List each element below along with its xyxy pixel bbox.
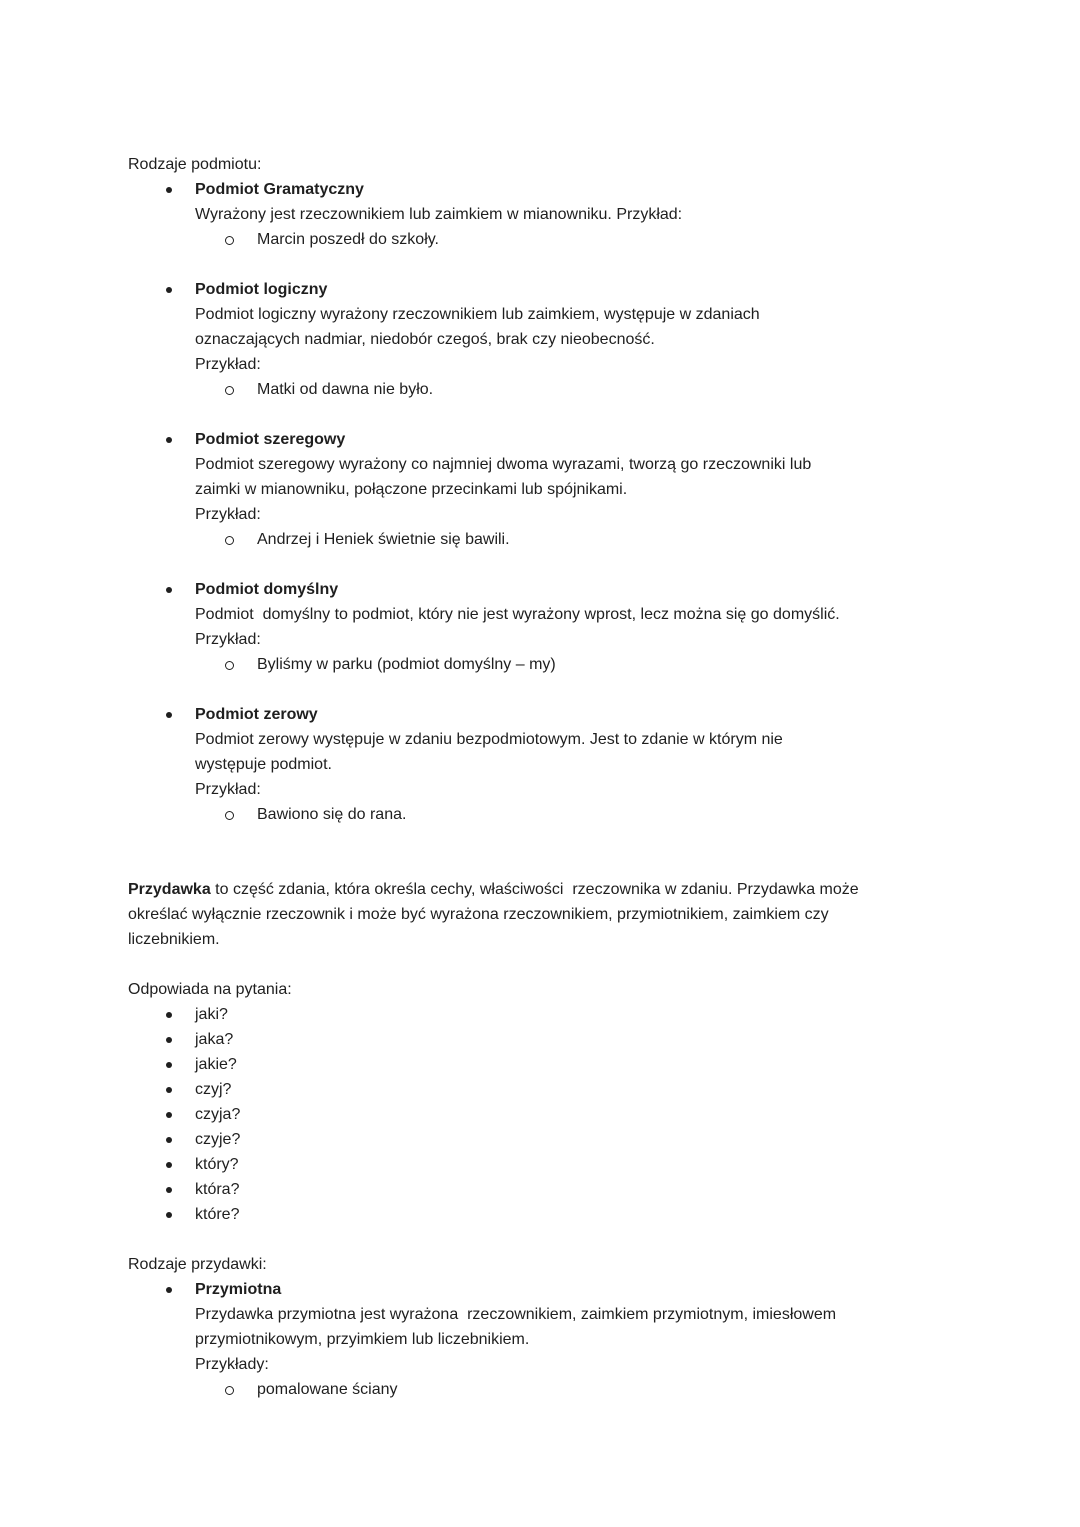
circle-bullet-icon xyxy=(225,386,234,395)
question-text: czyj? xyxy=(195,1081,232,1098)
example-text: Byliśmy w parku (podmiot domyślny – my) xyxy=(257,656,556,673)
bullet-icon xyxy=(166,587,172,593)
doc-heading-line xyxy=(128,977,968,1002)
term-body-text: Podmiot zerowy występuje w zdaniu bezpodmiotowym. Jest to zdanie w którym nie xyxy=(195,731,783,748)
term-body-line xyxy=(128,452,968,477)
bullet-icon xyxy=(166,187,172,193)
section-bullets-8 xyxy=(128,1002,968,1227)
term-body-text: Przydawka przymiotna jest wyrażona rzeczownikiem, zaimkiem przymiotnym, imiesłowem xyxy=(195,1306,837,1323)
term-body-line xyxy=(128,1302,968,1327)
section-term-1 xyxy=(128,177,968,252)
term-title: Podmiot logiczny xyxy=(195,281,328,298)
term-title-row xyxy=(128,277,968,302)
term-body-line xyxy=(128,727,968,752)
section-term-2 xyxy=(128,277,968,402)
example-row xyxy=(128,227,968,252)
question-bullet-row xyxy=(128,1202,968,1227)
paragraph-text: to część zdania, która określa cechy, właściwości rzeczownika w zdaniu. Przydawka może xyxy=(210,881,859,898)
term-body-text: oznaczających nadmiar, niedobór czegoś, brak czy nieobecność. xyxy=(195,331,655,348)
term-body-line xyxy=(128,302,968,327)
example-row xyxy=(128,1377,968,1402)
doc-heading-line xyxy=(128,152,968,177)
section-term-4 xyxy=(128,577,968,677)
example-text: Bawiono się do rana. xyxy=(257,806,407,823)
question-text: jaka? xyxy=(195,1031,234,1048)
example-row xyxy=(128,527,968,552)
term-title-row xyxy=(128,577,968,602)
term-body-text: Wyrażony jest rzeczownikiem lub zaimkiem w mianowniku. Przykład: xyxy=(195,206,683,223)
term-body-line xyxy=(128,327,968,352)
question-bullet-row xyxy=(128,1052,968,1077)
bullet-icon xyxy=(166,1187,172,1193)
question-text: który? xyxy=(195,1156,239,1173)
doc-heading-line xyxy=(128,1252,968,1277)
term-body-line xyxy=(128,352,968,377)
term-body-text: Podmiot szeregowy wyrażony co najmniej dwoma wyrazami, tworzą go rzeczowniki lub xyxy=(195,456,812,473)
term-body-line xyxy=(128,477,968,502)
section-line-0 xyxy=(128,152,968,177)
question-text: czyje? xyxy=(195,1131,241,1148)
example-text: pomalowane ściany xyxy=(257,1381,398,1398)
circle-bullet-icon xyxy=(225,536,234,545)
question-bullet-row xyxy=(128,1127,968,1152)
paragraph-line xyxy=(128,927,968,952)
question-bullet-row xyxy=(128,1002,968,1027)
doc-heading-text: Odpowiada na pytania: xyxy=(128,981,292,998)
term-body-text: przymiotnikowym, przyimkiem lub liczebnikiem. xyxy=(195,1331,530,1348)
bullet-icon xyxy=(166,437,172,443)
question-text: jakie? xyxy=(195,1056,237,1073)
term-title-row xyxy=(128,427,968,452)
circle-bullet-icon xyxy=(225,236,234,245)
term-body-text: Przykłady: xyxy=(195,1356,269,1373)
term-body-line xyxy=(128,1327,968,1352)
question-bullet-row xyxy=(128,1077,968,1102)
section-line-9 xyxy=(128,1252,968,1277)
term-title-row xyxy=(128,1277,968,1302)
term-title-row xyxy=(128,702,968,727)
bullet-icon xyxy=(166,1287,172,1293)
bullet-icon xyxy=(166,287,172,293)
section-line-7 xyxy=(128,977,968,1002)
term-title: Przymiotna xyxy=(195,1281,282,1298)
term-title: Podmiot zerowy xyxy=(195,706,318,723)
term-body-text: Przykład: xyxy=(195,506,261,523)
circle-bullet-icon xyxy=(225,811,234,820)
term-body-line xyxy=(128,202,968,227)
question-text: które? xyxy=(195,1206,240,1223)
bullet-icon xyxy=(166,1062,172,1068)
example-row xyxy=(128,377,968,402)
paragraph-lead-bold: Przydawka xyxy=(128,881,211,898)
bullet-icon xyxy=(166,1037,172,1043)
term-body-line xyxy=(128,602,968,627)
paragraph-text: określać wyłącznie rzeczownik i może być wyrażona rzeczownikiem, przymiotnikiem, zaimkiem czy xyxy=(128,906,829,923)
example-row xyxy=(128,802,968,827)
bullet-icon xyxy=(166,1212,172,1218)
question-bullet-row xyxy=(128,1027,968,1052)
section-term-5 xyxy=(128,702,968,827)
term-body-text: Przykład: xyxy=(195,631,261,648)
bullet-icon xyxy=(166,1087,172,1093)
document-content xyxy=(128,152,968,1402)
term-body-text: Podmiot domyślny to podmiot, który nie jest wyrażony wprost, lecz można się go domyślić. xyxy=(195,606,840,623)
section-paragraph-6 xyxy=(128,877,968,952)
circle-bullet-icon xyxy=(225,1386,234,1395)
term-body-line xyxy=(128,627,968,652)
doc-heading-text: Rodzaje przydawki: xyxy=(128,1256,267,1273)
question-text: jaki? xyxy=(195,1006,228,1023)
paragraph-line xyxy=(128,902,968,927)
bullet-icon xyxy=(166,712,172,718)
term-title-row xyxy=(128,177,968,202)
question-text: która? xyxy=(195,1181,240,1198)
paragraph-line xyxy=(128,877,968,902)
section-term-3 xyxy=(128,427,968,552)
paragraph-text: liczebnikiem. xyxy=(128,931,220,948)
term-body-text: Podmiot logiczny wyrażony rzeczownikiem lub zaimkiem, występuje w zdaniach xyxy=(195,306,760,323)
term-body-text: zaimki w mianowniku, połączone przecinkami lub spójnikami. xyxy=(195,481,628,498)
example-text: Marcin poszedł do szkoły. xyxy=(257,231,439,248)
bullet-icon xyxy=(166,1012,172,1018)
section-term-10 xyxy=(128,1277,968,1402)
question-bullet-row xyxy=(128,1102,968,1127)
term-body-text: Przykład: xyxy=(195,781,261,798)
example-row xyxy=(128,652,968,677)
term-body-line xyxy=(128,777,968,802)
term-title: Podmiot Gramatyczny xyxy=(195,181,364,198)
term-body-line xyxy=(128,502,968,527)
term-title: Podmiot domyślny xyxy=(195,581,339,598)
question-bullet-row xyxy=(128,1152,968,1177)
question-text: czyja? xyxy=(195,1106,241,1123)
term-body-line xyxy=(128,752,968,777)
example-text: Matki od dawna nie było. xyxy=(257,381,434,398)
bullet-icon xyxy=(166,1112,172,1118)
term-body-text: Przykład: xyxy=(195,356,261,373)
example-text: Andrzej i Heniek świetnie się bawili. xyxy=(257,531,510,548)
bullet-icon xyxy=(166,1137,172,1143)
term-body-line xyxy=(128,1352,968,1377)
term-body-text: występuje podmiot. xyxy=(195,756,332,773)
circle-bullet-icon xyxy=(225,661,234,670)
term-title: Podmiot szeregowy xyxy=(195,431,346,448)
bullet-icon xyxy=(166,1162,172,1168)
question-bullet-row xyxy=(128,1177,968,1202)
doc-heading-text: Rodzaje podmiotu: xyxy=(128,156,262,173)
